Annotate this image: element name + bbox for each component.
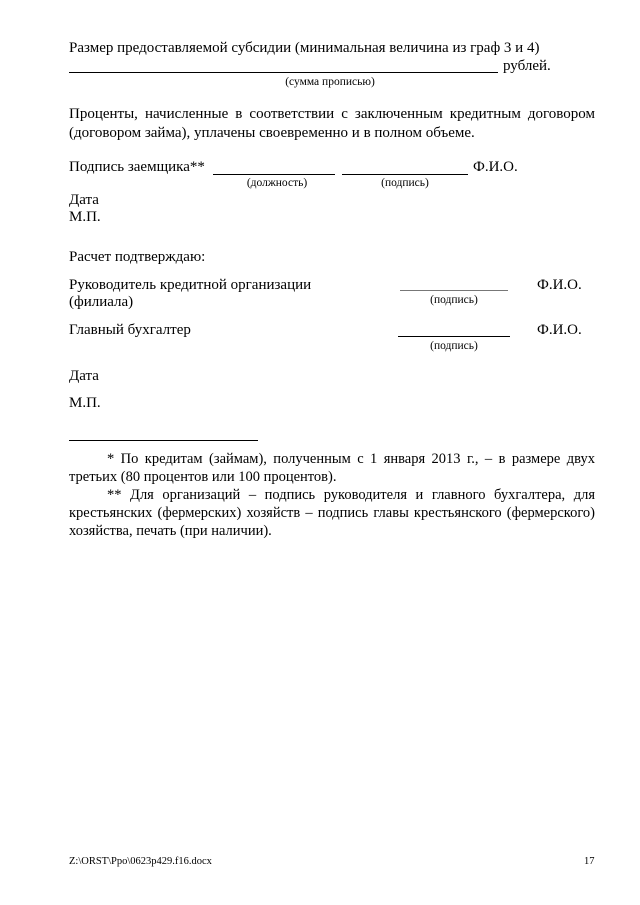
signature-caption: (подпись) [381,177,429,189]
bank-head-signature-line [400,290,508,291]
page-number: 17 [584,856,595,867]
footnote-2: ** Для организаций – подпись руководителя и главного бухгалтера, для крестьянских (фермерских) хозяйств – подпись главы крестьянского (фермерского) хозяйства, печать (при наличии). [69,487,595,539]
currency-label: рублей. [503,58,551,74]
confirmation-seal-label: М.П. [69,395,101,411]
borrower-date-label: Дата [69,192,99,208]
document-file-path: Z:\ORST\Ppo\0623p429.f16.docx [69,856,212,867]
bank-head-label-line1: Руководитель кредитной организации [69,277,312,293]
chief-accountant-label: Главный бухгалтер [69,322,191,338]
subsidy-amount-line [69,72,498,73]
chief-accountant-signature-line [398,336,510,337]
confirmation-heading: Расчет подтверждаю: [69,249,206,265]
amount-in-words-caption: (сумма прописью) [285,76,375,88]
footnote-1: * По кредитам (займам), полученным с 1 января 2013 г., – в размере двух третьих (80 процентов или 100 процентов). [69,451,595,485]
interest-paid-paragraph [69,105,595,143]
chief-accountant-signature-caption: (подпись) [430,340,478,352]
interest-paid-text: Проценты, начисленные в соответствии с заключенным кредитным договором (договором займа), уплачены своевременно и в полном объеме. [69,106,595,141]
confirmation-date-label: Дата [69,368,99,384]
position-caption: (должность) [246,177,308,189]
subsidy-size-label: Размер предоставляемой субсидии (минимальная величина из граф 3 и 4) [69,40,540,56]
borrower-signature-label: Подпись заемщика** [69,159,205,175]
borrower-seal-label: М.П. [69,209,101,225]
borrower-position-line [213,174,335,175]
borrower-fio-label: Ф.И.О. [473,159,518,175]
bank-head-label-line2: (филиала) [69,294,134,310]
borrower-signature-line [342,174,468,175]
footnote-separator [69,440,258,441]
bank-head-signature-caption: (подпись) [430,294,478,306]
bank-head-fio-label: Ф.И.О. [537,277,582,293]
chief-accountant-fio-label: Ф.И.О. [537,322,582,338]
